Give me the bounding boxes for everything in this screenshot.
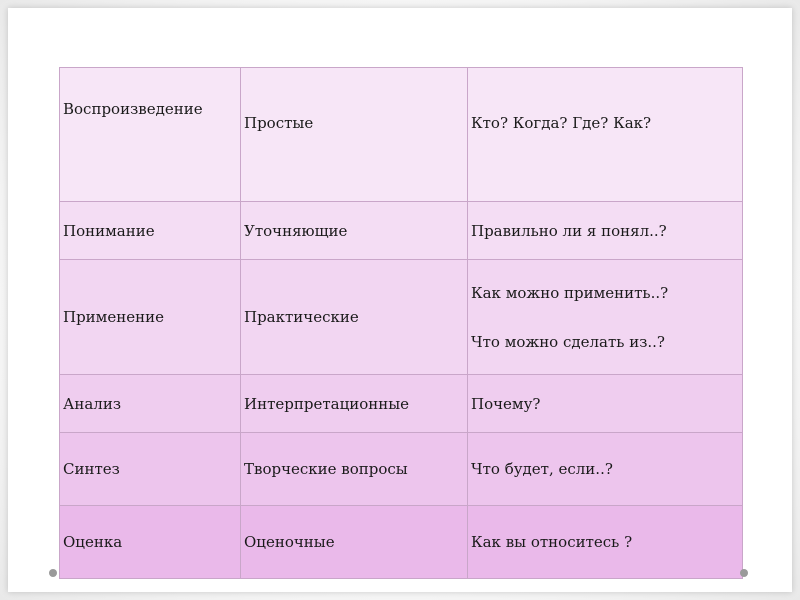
question-examples-cell: Кто? Когда? Где? Как?: [468, 68, 743, 202]
question-type-cell: Творческие вопросы: [241, 433, 468, 506]
table-row: [60, 506, 743, 579]
question-type-cell: Простые: [241, 68, 468, 202]
question-examples-cell: Как вы относитесь ?: [468, 506, 743, 579]
level-cell: Анализ: [60, 375, 241, 433]
level-cell: Оценка: [60, 506, 241, 579]
question-examples-cell: [468, 260, 743, 375]
question-examples-cell: Правильно ли я понял..?: [468, 202, 743, 260]
question-type-cell: Уточняющие: [241, 202, 468, 260]
question-example: Что можно сделать из..?: [471, 332, 665, 351]
question-types-table: [59, 67, 743, 579]
question-examples-cell: Почему?: [468, 375, 743, 433]
level-cell: Синтез: [60, 433, 241, 506]
question-example: Как можно применить..?: [471, 283, 669, 302]
next-slide-dot-icon[interactable]: [740, 569, 748, 577]
table-row: [60, 260, 743, 375]
question-type-cell: Интерпретационные: [241, 375, 468, 433]
question-type-cell: Практические: [241, 260, 468, 375]
level-cell: Понимание: [60, 202, 241, 260]
table-row: [60, 375, 743, 433]
question-examples-cell: Что будет, если..?: [468, 433, 743, 506]
level-cell: Применение: [60, 260, 241, 375]
table-row: [60, 68, 743, 202]
question-type-cell: Оценочные: [241, 506, 468, 579]
level-cell: Воспроизведение: [60, 68, 241, 202]
previous-slide-dot-icon[interactable]: [49, 569, 57, 577]
table-row: [60, 433, 743, 506]
table-row: [60, 202, 743, 260]
